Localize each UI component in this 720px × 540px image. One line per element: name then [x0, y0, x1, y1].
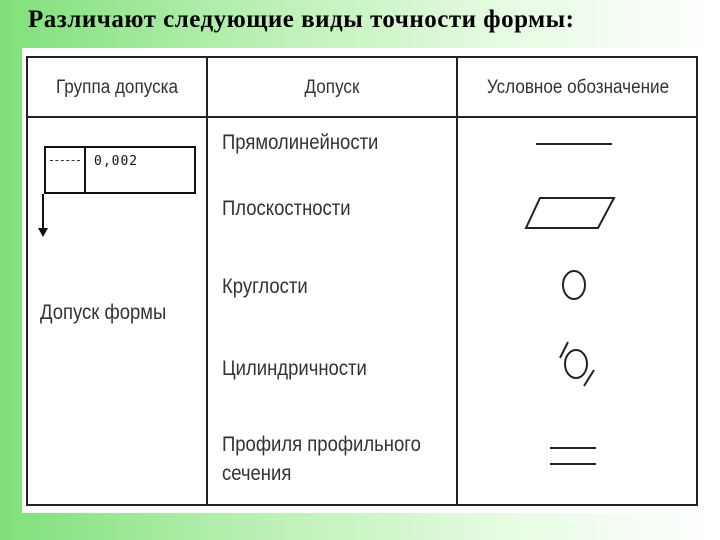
- profile-section-icon: [548, 444, 598, 468]
- header-symbol: Условное обозначение: [486, 77, 670, 98]
- cylindricity-icon: [558, 340, 598, 388]
- group-label: Допуск формы: [40, 301, 167, 324]
- leader-line: [42, 194, 44, 230]
- tolerance-profile-line2: сечения: [222, 462, 292, 485]
- frame-separator: [84, 148, 86, 192]
- table-sheet: [22, 48, 702, 513]
- column-divider-2: [456, 58, 458, 504]
- tolerance-circularity: Круглости: [222, 275, 308, 298]
- column-divider-1: [206, 58, 208, 504]
- tolerance-flatness: Плоскостности: [222, 197, 351, 220]
- tolerance-straightness: Прямолинейности: [222, 131, 379, 154]
- flatness-icon: [524, 196, 616, 230]
- header-tolerance: Допуск: [304, 77, 360, 98]
- leader-arrow-icon: [38, 228, 48, 237]
- tolerance-profile-line1: Профиля профильного: [222, 433, 421, 456]
- circularity-icon: [560, 268, 588, 302]
- slide-title: Различают следующие виды точности формы:: [28, 6, 575, 33]
- frame-symbol: [50, 160, 80, 161]
- frame-value: 0,002: [94, 154, 139, 169]
- tolerance-table: [26, 56, 698, 506]
- tolerance-cylindricity: Цилиндричности: [222, 357, 367, 380]
- header-group: Группа допуска: [56, 77, 178, 98]
- feature-control-frame: [44, 146, 196, 194]
- straightness-icon: [536, 138, 612, 150]
